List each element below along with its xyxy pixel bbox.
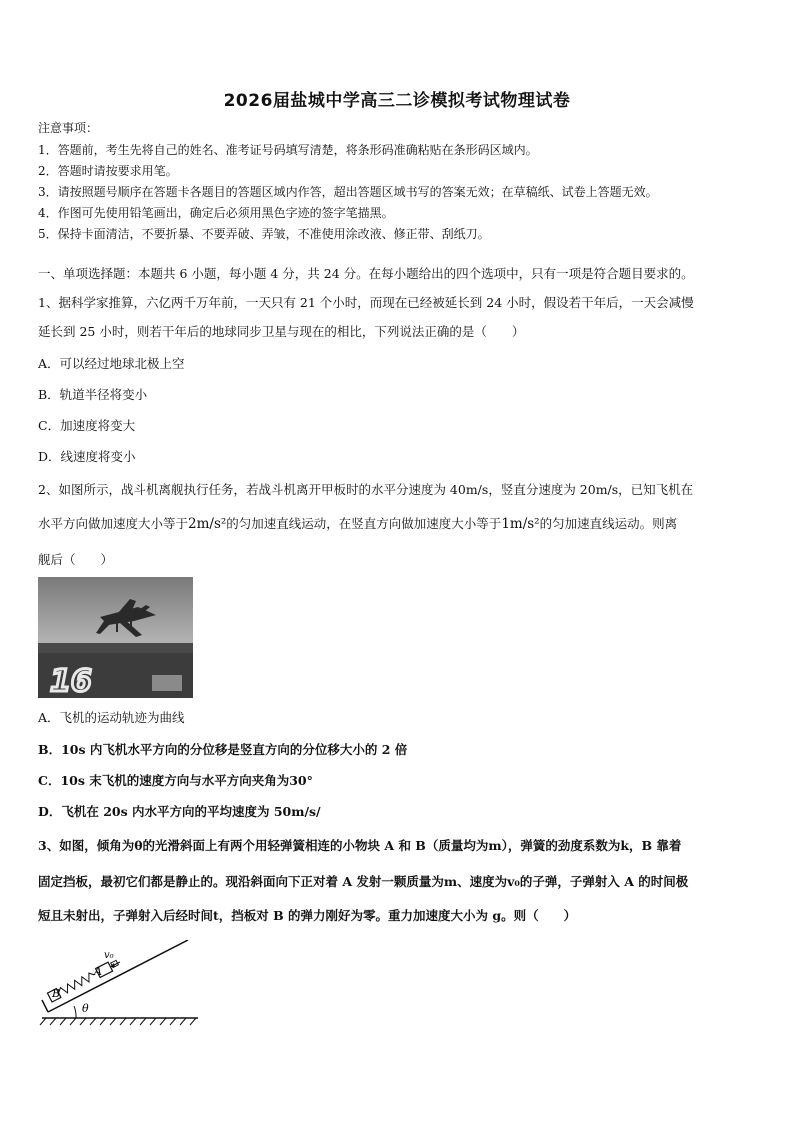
q2-stem-line3: 舰后（ ） bbox=[38, 552, 114, 567]
q3-stem-line3: 短且未射出，子弹射入后经时间t，挡板对 B 的弹力刚好为零。重力加速度大小为 g。则（ ） bbox=[38, 908, 577, 923]
q1-option-b: B．轨道半径将变小 bbox=[38, 387, 148, 402]
notice-item: 4．作图可先使用铅笔画出，确定后必须用黑色字迹的签字笔描黑。 bbox=[38, 206, 394, 220]
deck-number bbox=[50, 664, 92, 698]
notice-item: 5．保持卡面清洁，不要折暴、不要弄破、弄皱，不准使用涂改液、修正带、刮纸刀。 bbox=[38, 227, 490, 241]
section-heading: 一、单项选择题：本题共 6 小题，每小题 4 分，共 24 分。在每小题给出的四个选项中，只有一项是符合题目要求的。 bbox=[38, 266, 694, 281]
label-a: A bbox=[94, 965, 102, 978]
q1-stem-line1: 1、据科学家推算，六亿两千万年前，一天只有 21 个小时，而现在已经被延长到 24 小时，假设若干年后，一天会减慢 bbox=[38, 295, 694, 310]
q2-option-b: B．10s 内飞机水平方向的分位移是竖直方向的分位移大小的 2 倍 bbox=[38, 742, 408, 757]
q3-stem-line1: 3、如图，倾角为θ的光滑斜面上有两个用轻弹簧相连的小物块 A 和 B（质量均为m），弹簧的劲度系数为k，B 靠着 bbox=[38, 838, 682, 853]
notice-item: 2．答题时请按要求用笔。 bbox=[38, 164, 178, 178]
incline-diagram bbox=[38, 940, 203, 1030]
q2-option-d: D．飞机在 20s 内水平方向的平均速度为 50m/s/ bbox=[38, 804, 321, 819]
q2-text: 的匀加速直线运动。则离 bbox=[539, 516, 678, 531]
fighter-jet-photo bbox=[38, 577, 193, 698]
q3-stem-line2: 固定挡板，最初它们都是静止的。现沿斜面向下正对着 A 发射一颗质量为m、速度为v₀的子弹，子弹射入 A 的时间极 bbox=[38, 874, 689, 889]
q2-stem-line1: 2、如图所示，战斗机离舰执行任务，若战斗机离开甲板时的水平分速度为 40m/s，竖直分速度为 20m/s，已知飞机在 bbox=[38, 482, 694, 497]
label-theta: θ bbox=[82, 1002, 89, 1015]
q1-option-c: C．加速度将变大 bbox=[38, 418, 136, 433]
q1-option-a: A．可以经过地球北极上空 bbox=[38, 356, 185, 371]
q1-stem-line2: 延长到 25 小时，则若干年后的地球同步卫星与现在的相比，下列说法正确的是（ ） bbox=[38, 324, 525, 339]
q2-text: 水平方向做加速度大小等于 bbox=[38, 516, 189, 531]
label-v0: v₀ bbox=[104, 950, 114, 961]
label-b: B bbox=[52, 987, 61, 1000]
q1-option-d: D．线速度将变小 bbox=[38, 449, 136, 464]
q2-option-c: C．10s 末飞机的速度方向与水平方向夹角为30° bbox=[38, 773, 313, 788]
svg-text:16: 16 bbox=[50, 664, 92, 698]
q2-unit-vertical: 1m/s² bbox=[501, 516, 540, 532]
q2-text: 的匀加速直线运动，在竖直方向做加速度大小等于 bbox=[226, 516, 502, 531]
notice-item: 1．答题前，考生先将自己的姓名、准考证号码填写清楚，将条形码准确粘贴在条形码区域内。 bbox=[38, 143, 538, 157]
notice-item: 3．请按照题号顺序在答题卡各题目的答题区域内作答，超出答题区域书写的答案无效；在草稿纸、试卷上答题无效。 bbox=[38, 185, 658, 199]
page-title: 2026届盐城中学高三二诊模拟考试物理试卷 bbox=[223, 91, 571, 111]
q2-unit-horizontal: 2m/s² bbox=[188, 516, 227, 532]
notice-heading: 注意事项： bbox=[38, 121, 99, 135]
q2-stem-line2 bbox=[38, 514, 677, 532]
q2-option-a: A．飞机的运动轨迹为曲线 bbox=[38, 710, 185, 725]
